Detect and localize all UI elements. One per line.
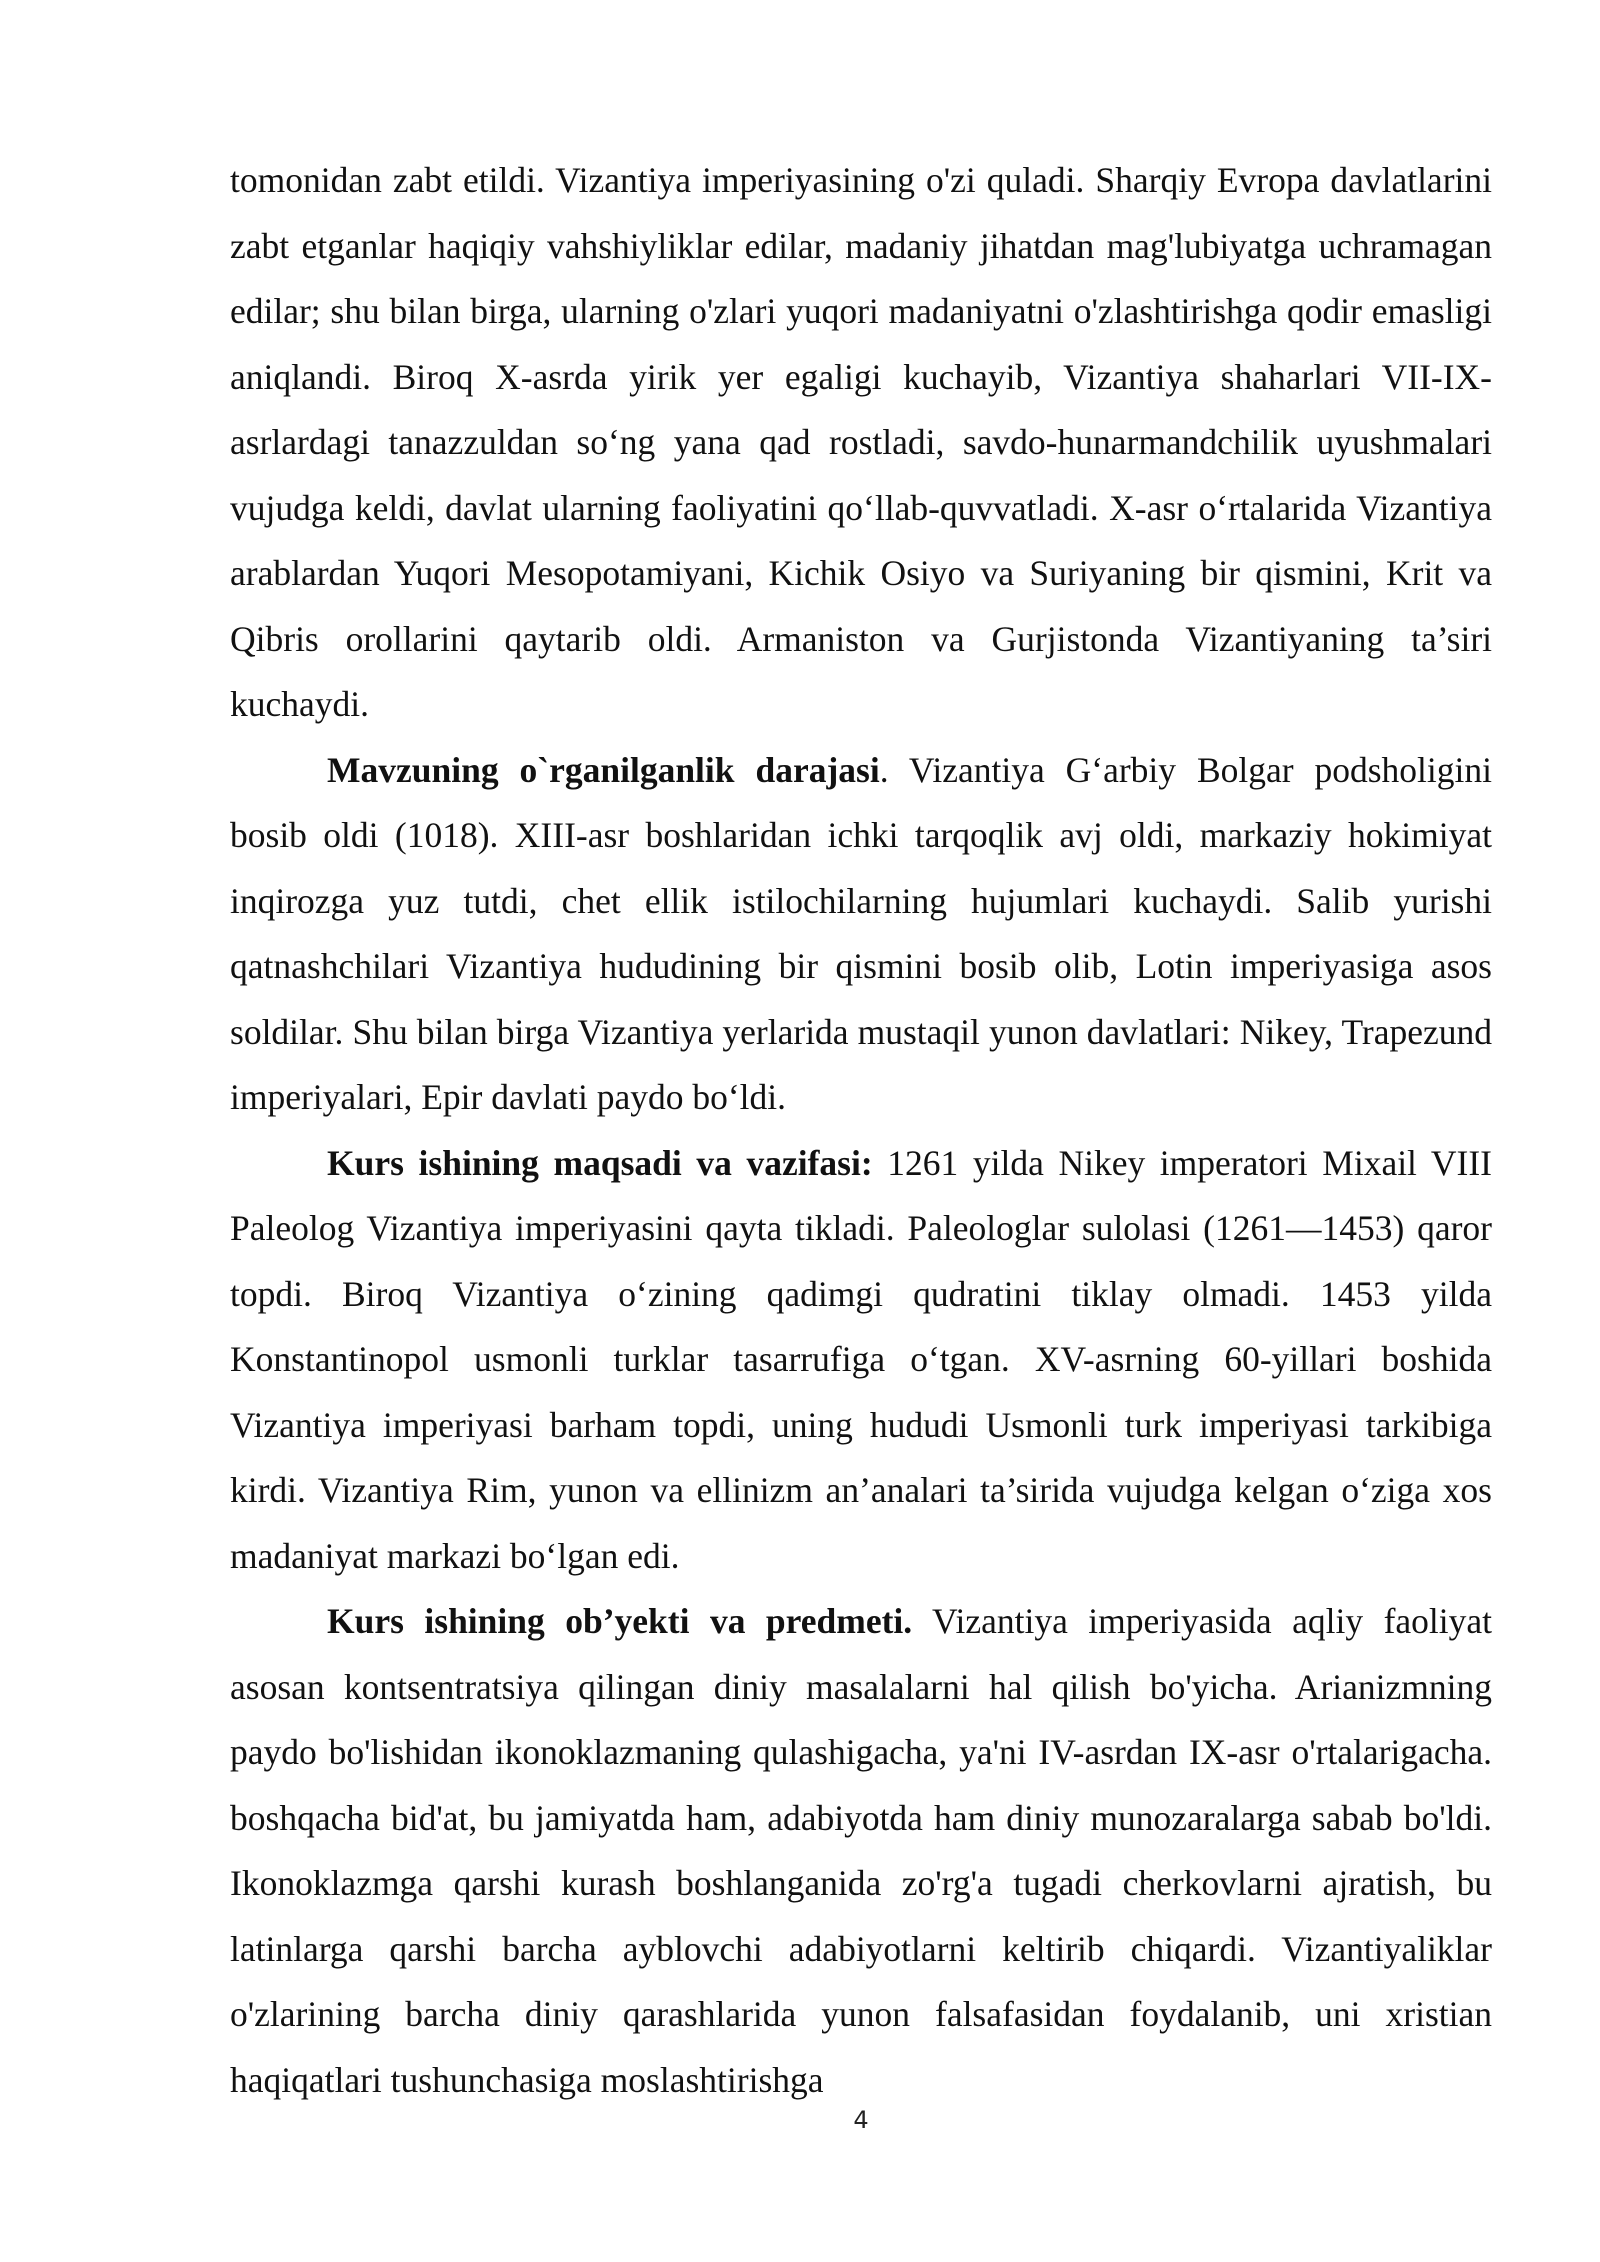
paragraph-text: tomonidan zabt etildi. Vizantiya imperiyasining o'zi quladi. Sharqiy Evropa davlatlarini zabt etganlar haqiqiy vahshiyliklar edilar, madaniy jihatdan mag'lubiyatga uchramagan edilar; shu bilan birga, ularning o'zlari yuqori madaniyatni o'zlashtirishga qodir emasligi aniqlandi. Biroq X-asrda yirik yer egaligi kuchayib, Vizantiya shaharlari VII-IX-asrlardagi tanazzuldan so‘ng yana qad rostladi, savdo-hunarmandchilik uyushmalari vujudga keldi, davlat ularning faoliyatini qo‘llab-quvvatladi. X-asr o‘rtalarida Vizantiya arablardan Yuqori Mesopotamiyani, Kichik Osiyo va Suriyaning bir qismini, Krit va Qibris orollarini qaytarib oldi. Armaniston va Gurjistonda Vizantiyaning ta’siri kuchaydi. xyxy=(230,160,1492,724)
paragraph-goal-and-tasks xyxy=(230,1131,1492,1590)
paragraph-text: 1261 yilda Nikey imperatori Mixail VIII Paleolog Vizantiya imperiyasini qayta tikladi. Paleologlar sulolasi (1261—1453) qaror topdi. Biroq Vizantiya o‘zining qadimgi qudratini tiklay olmadi. 1453 yilda Konstantinopol usmonli turklar tasarrufiga o‘tgan. XV-asrning 60-yillari boshida Vizantiya imperiyasi barham topdi, uning hududi Usmonli turk imperiyasi tarkibiga kirdi. Vizantiya Rim, yunon va ellinizm an’analari ta’sirida vujudga kelgan o‘ziga xos madaniyat markazi bo‘lgan edi. xyxy=(230,1142,1492,1576)
paragraph-text: Vizantiya imperiyasida aqliy faoliyat asosan kontsentratsiya qilingan diniy masalalarni hal qilish bo'yicha. Arianizmning paydo bo'lishidan ikonoklazmaning qulashigacha, ya'ni IV-asrdan IX-asr o'rtalarigacha. boshqacha bid'at, bu jamiyatda ham, adabiyotda ham diniy munozaralarga sabab bo'ldi. Ikonoklazmga qarshi kurash boshlanganida zo'rg'a tugadi cherkovlarni ajratish, bu latinlarga qarshi barcha ayblovchi adabiyotlarni keltirib chiqardi. Vizantiyaliklar o'zlarining barcha diniy qarashlarida yunon falsafasidan foydalanib, uni xristian haqiqatlari tushunchasiga moslashtirishga xyxy=(230,1601,1492,2100)
paragraph-text: . Vizantiya G‘arbiy Bolgar podsholigini bosib oldi (1018). XIII-asr boshlaridan ichki tarqoqlik avj oldi, markaziy hokimiyat inqirozga yuz tutdi, chet ellik istilochilarning hujumlari kuchaydi. Salib yurishi qatnashchilari Vizantiya hududining bir qismini bosib olib, Lotin imperiyasiga asos soldilar. Shu bilan birga Vizantiya yerlarida mustaqil yunon davlatlari: Nikey, Trapezund imperiyalari, Epir davlati paydo bo‘ldi. xyxy=(230,749,1492,1117)
paragraph-continuation xyxy=(230,148,1492,738)
section-heading: Kurs ishining ob’yekti va predmeti. xyxy=(327,1601,913,1641)
section-heading: Mavzuning o`rganilganlik darajasi xyxy=(327,749,880,790)
paragraph-object-and-subject xyxy=(230,1589,1492,2113)
body-text xyxy=(230,148,1492,2113)
paragraph-study-degree xyxy=(230,738,1492,1131)
page-number: 4 xyxy=(853,2106,869,2134)
section-heading: Kurs ishining maqsadi va vazifasi: xyxy=(327,1142,873,1183)
